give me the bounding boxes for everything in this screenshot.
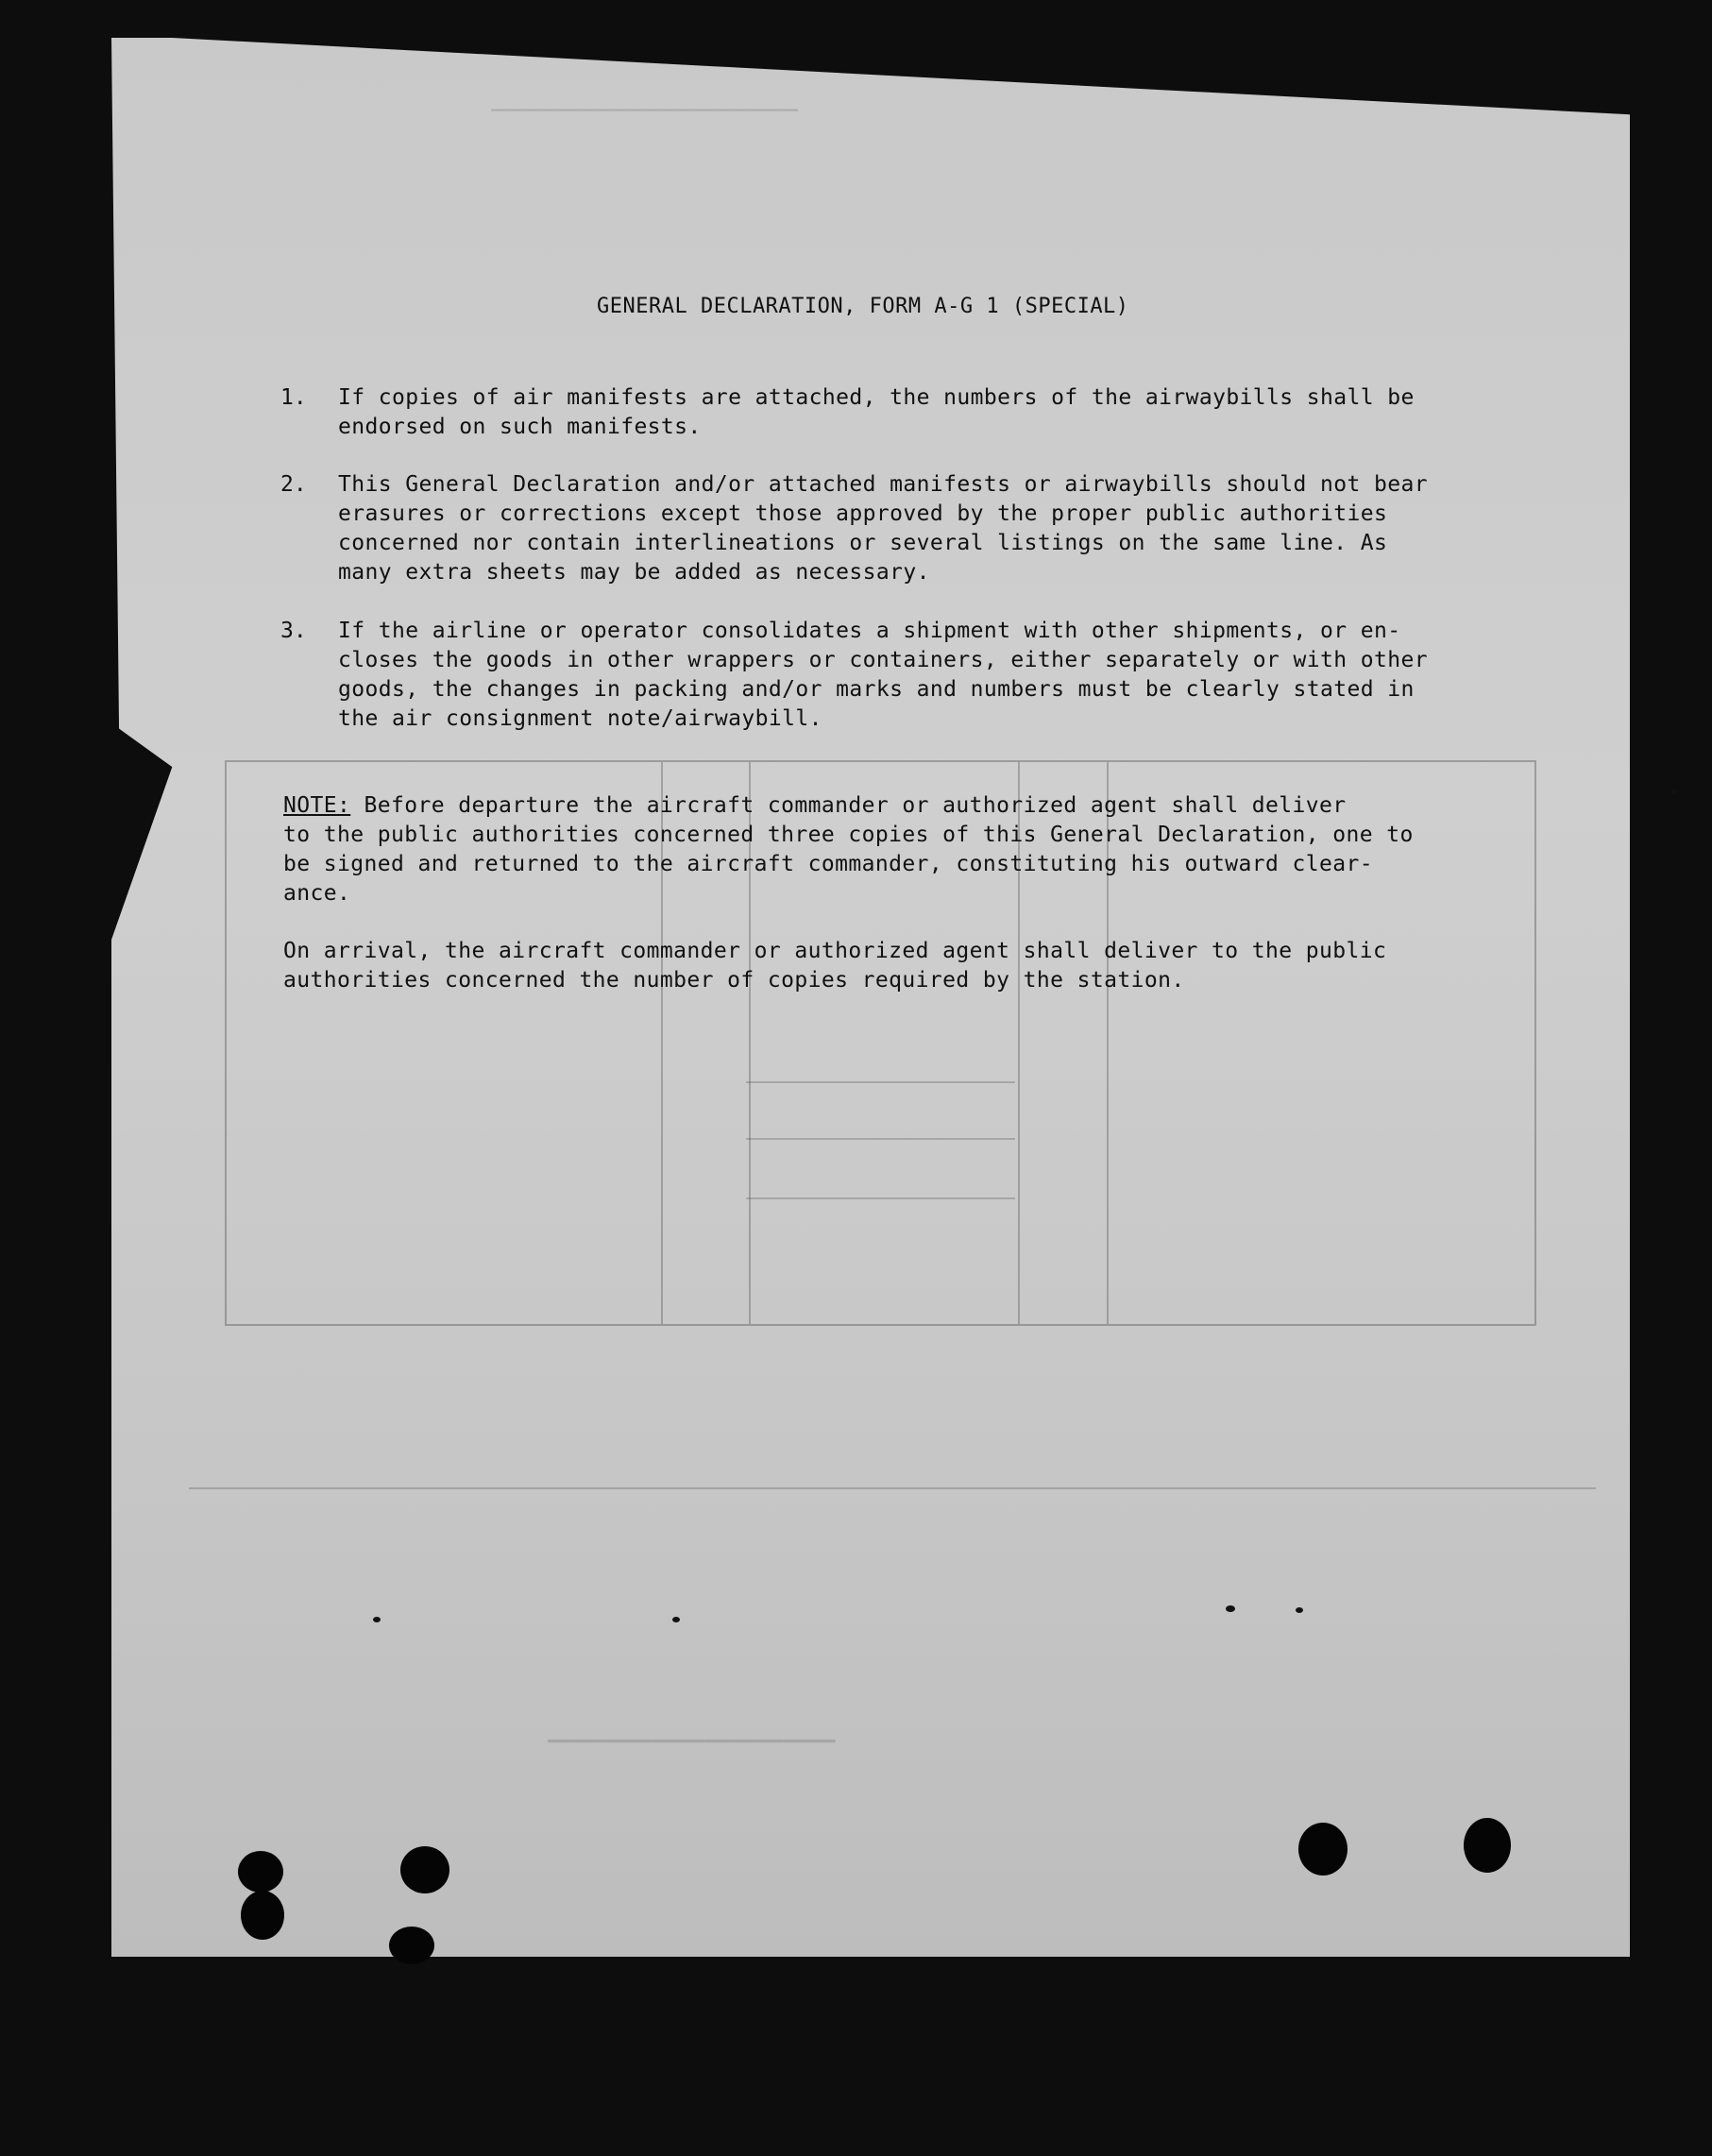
- instruction-2-line: This General Declaration and/or attached manifests or airwaybills should not bear: [338, 472, 1429, 497]
- arrival-line: authorities concerned the number of copies required by the station.: [283, 968, 1185, 993]
- instruction-3-number: 3.: [280, 619, 307, 643]
- instruction-1-line: If copies of air manifests are attached, the numbers of the airwaybills shall be: [338, 385, 1415, 410]
- note-line: to the public authorities concerned three copies of this General Declaration, one to: [283, 823, 1414, 847]
- bleed-through-rule: [189, 1487, 1596, 1489]
- bleed-through-rule: [746, 1138, 1015, 1140]
- instruction-2-line: many extra sheets may be added as necessary.: [338, 560, 930, 585]
- note-first-line: [283, 793, 1347, 818]
- speck: [1296, 1607, 1303, 1613]
- bleed-through-rule: [746, 1081, 1015, 1083]
- speck: [1671, 789, 1677, 794]
- instruction-2-line: concerned nor contain interlineations or several listings on the same line. As: [338, 531, 1388, 555]
- bleed-through-header: ——————————————————: [491, 94, 799, 127]
- note-label: NOTE:: [283, 793, 351, 818]
- instruction-3-line: the air consignment note/airwaybill.: [338, 706, 822, 731]
- punch-hole: [400, 1846, 449, 1893]
- instruction-2-line: erasures or corrections except those approved by the proper public authorities: [338, 501, 1388, 526]
- speck: [1226, 1605, 1235, 1612]
- bleed-through-rule: [746, 1197, 1015, 1199]
- instruction-3-line: closes the goods in other wrappers or containers, either separately or with other: [338, 648, 1429, 672]
- instruction-2-number: 2.: [280, 472, 307, 497]
- note-line: ance.: [283, 881, 351, 906]
- speck: [373, 1617, 381, 1622]
- instruction-1-line: endorsed on such manifests.: [338, 415, 702, 439]
- punch-hole: [238, 1851, 283, 1893]
- arrival-line: On arrival, the aircraft commander or authorized agent shall deliver to the public: [283, 939, 1387, 963]
- bleed-through-footer: ———————————: [548, 1719, 836, 1770]
- speck: [672, 1617, 680, 1622]
- punch-hole: [1298, 1823, 1348, 1876]
- instruction-3-line: goods, the changes in packing and/or marks and numbers must be clearly stated in: [338, 677, 1415, 702]
- document-title: GENERAL DECLARATION, FORM A-G 1 (SPECIAL): [597, 295, 1129, 318]
- punch-hole: [1464, 1818, 1511, 1873]
- instruction-3-line: If the airline or operator consolidates a shipment with other shipments, or en-: [338, 619, 1401, 643]
- note-first-line-text: Before departure the aircraft commander or authorized agent shall deliver: [350, 793, 1347, 818]
- punch-hole: [389, 1927, 434, 1964]
- punch-hole: [241, 1891, 284, 1940]
- instruction-1-number: 1.: [280, 385, 307, 410]
- note-line: be signed and returned to the aircraft commander, constituting his outward clear-: [283, 852, 1374, 876]
